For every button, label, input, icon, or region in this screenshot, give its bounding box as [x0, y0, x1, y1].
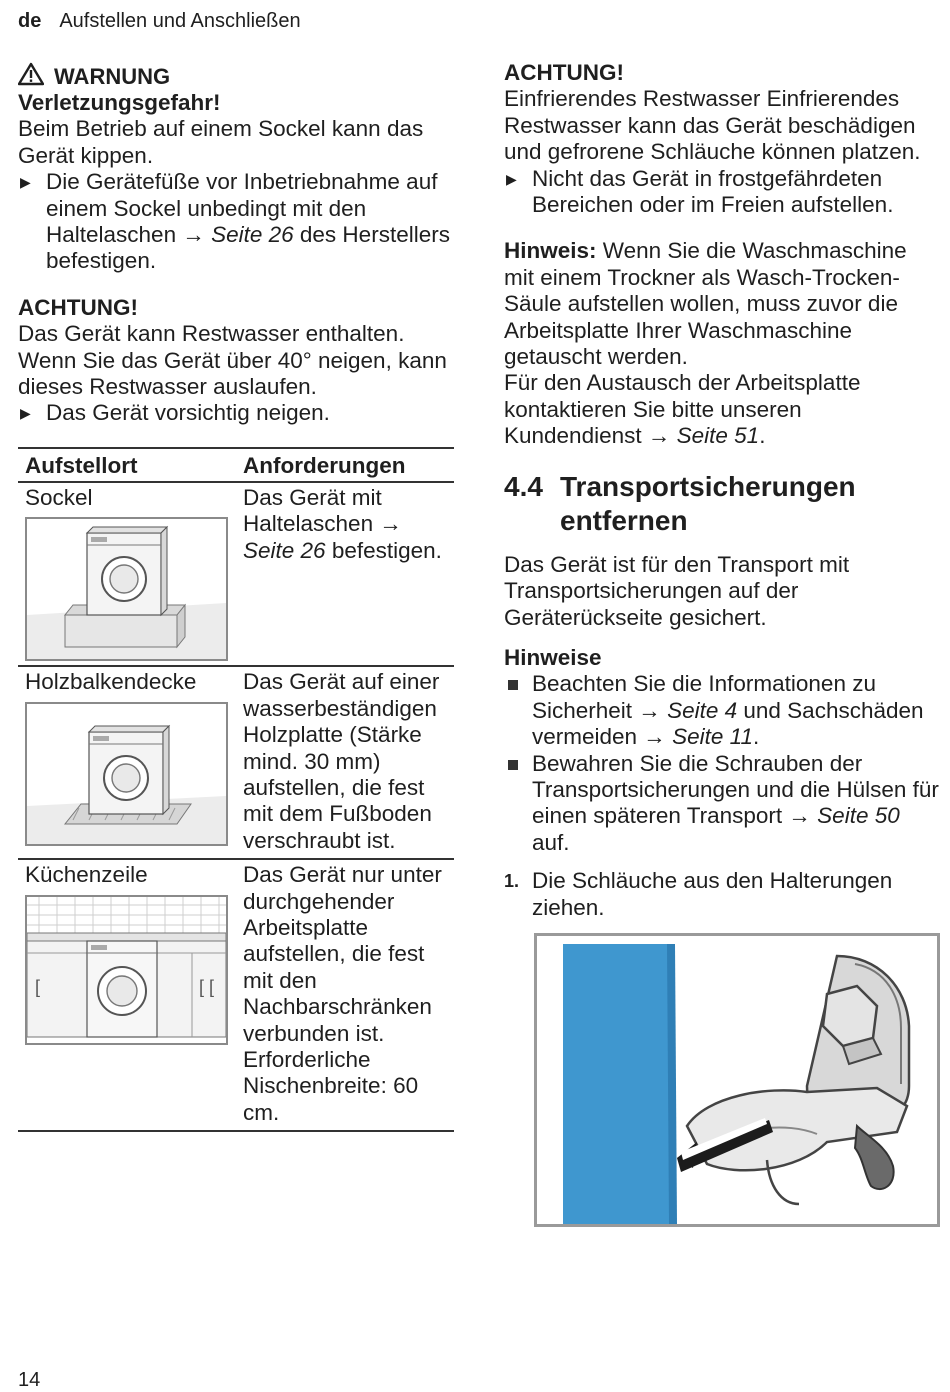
installation-requirements-table: [18, 447, 454, 1132]
page-reference-link[interactable]: Seite 11: [672, 724, 753, 750]
page-reference-link[interactable]: Seite 51: [676, 423, 760, 449]
pedestal-illustration: [25, 517, 228, 661]
triangle-bullet-icon: ▶: [20, 405, 31, 422]
svg-text:[: [: [35, 976, 41, 997]
triangle-bullet-icon: ▶: [20, 174, 31, 191]
section-heading: [504, 470, 940, 538]
location-label: Holzbalkendecke: [25, 669, 197, 695]
caution-block: [504, 60, 940, 218]
section-intro: Das Gerät ist für den Transport mit Transportsicherungen auf der Geräterückseite gesichert.: [504, 551, 850, 630]
note-block: [504, 238, 940, 449]
section-number: 4.4: [504, 470, 543, 502]
table-header-location: Aufstellort: [18, 448, 236, 482]
caution-title: ACHTUNG!: [18, 294, 138, 320]
caution-bullet: ▶ Das Gerät vorsichtig neigen.: [20, 400, 330, 426]
caution-text: Das Gerät kann Restwasser enthalten. Wenn Sie das Gerät über 40° neigen, kann dieses Restwasser auslaufen.: [18, 321, 447, 400]
caution-bullet: ▶ Nicht das Gerät in frostgefährdeten Bereichen oder im Freien aufstellen.: [506, 165, 894, 218]
wooden-floor-illustration: [25, 702, 228, 846]
square-bullet-icon: [508, 760, 518, 770]
triangle-bullet-icon: ▶: [506, 170, 517, 187]
caution-block: [18, 295, 454, 427]
language-code: de: [18, 10, 42, 32]
table-header-requirements: Anforderungen: [236, 448, 454, 482]
section-title-line-2: entfernen: [560, 504, 688, 536]
kitchen-unit-illustration: [25, 895, 228, 1045]
note-paragraph: Hinweis: Wenn Sie die Waschmaschine mit einem Trockner als Wasch-Trocken-Säule aufstellen wollen, muss zuvor die Arbeitsplatte Ihrer Waschmaschine getauscht werden.: [504, 238, 907, 370]
caution-title: ACHTUNG!: [504, 60, 624, 85]
left-column: [18, 56, 454, 1132]
step-text: Die Schläuche aus den Halterungen ziehen.: [532, 868, 893, 920]
page-reference-link[interactable]: Seite 26: [243, 537, 326, 563]
page-number: 14: [18, 1369, 41, 1391]
location-label: Sockel: [25, 484, 93, 510]
requirement-text: Das Gerät auf einer wasserbeständigen Holzplatte (Stärke mind. 30 mm) aufstellen, die fest mit dem Fußboden verschraubt ist.: [236, 666, 454, 859]
requirement-text: Das Gerät nur unter durchgehender Arbeitsplatte aufstellen, die fest mit den Nachbarschränken verbunden ist. Erforderliche Nischenbreite: 60 cm.: [236, 859, 454, 1131]
page-reference-link[interactable]: Seite 4: [667, 697, 738, 723]
warning-label: WARNUNG: [54, 63, 171, 89]
location-label: Küchenzeile: [25, 862, 148, 888]
warning-text: Beim Betrieb auf einem Sockel kann das Gerät kippen.: [18, 116, 424, 168]
hint-item: Bewahren Sie die Schrauben der Transportsicherungen und die Hülsen für einen späteren Transport → Seite 50 auf.: [504, 751, 940, 857]
table-row: Sockel Das Gerät mit Haltelaschen → Seite 26 befestigen.: [18, 482, 454, 666]
right-column: [504, 56, 940, 1227]
caution-text: Einfrierendes Restwasser Einfrierendes Restwasser kann das Gerät beschädigen und gefrorene Schläuche können platzen.: [504, 86, 921, 165]
page-reference-link[interactable]: Seite 26: [211, 222, 294, 248]
hint-item: Beachten Sie die Informationen zu Sicherheit → Seite 4 und Sachschäden vermeiden → Seite 11.: [504, 671, 940, 750]
warning-block: [18, 64, 454, 275]
note-paragraph-2: Für den Austausch der Arbeitsplatte kontaktieren Sie bitte unseren Kundendienst → Seite 51.: [504, 370, 861, 449]
section-title-line-1: Transportsicherungen: [560, 470, 856, 502]
step-number: 1.: [504, 871, 520, 892]
warning-heading: [18, 64, 454, 90]
hose-holder-illustration: [534, 933, 940, 1227]
page-header: [18, 8, 301, 34]
square-bullet-icon: [508, 680, 518, 690]
warning-title: Verletzungsgefahr!: [18, 90, 221, 115]
warning-bullet: ▶ Die Gerätefüße vor Inbetriebnahme auf einem Sockel unbedingt mit den Haltelaschen → Seite 26 des Herstellers befestigen.: [20, 169, 450, 274]
svg-text:[: [: [209, 976, 215, 997]
table-row: [18, 859, 454, 1131]
chapter-title: Aufstellen und Anschließen: [59, 10, 301, 32]
table-row: [18, 666, 454, 859]
svg-text:[: [: [199, 976, 205, 997]
step-item: [504, 868, 940, 921]
hints-title: Hinweise: [504, 644, 602, 670]
page-reference-link[interactable]: Seite 50: [817, 803, 900, 829]
warning-triangle-icon: [18, 62, 44, 92]
note-label: Hinweis:: [504, 238, 597, 264]
